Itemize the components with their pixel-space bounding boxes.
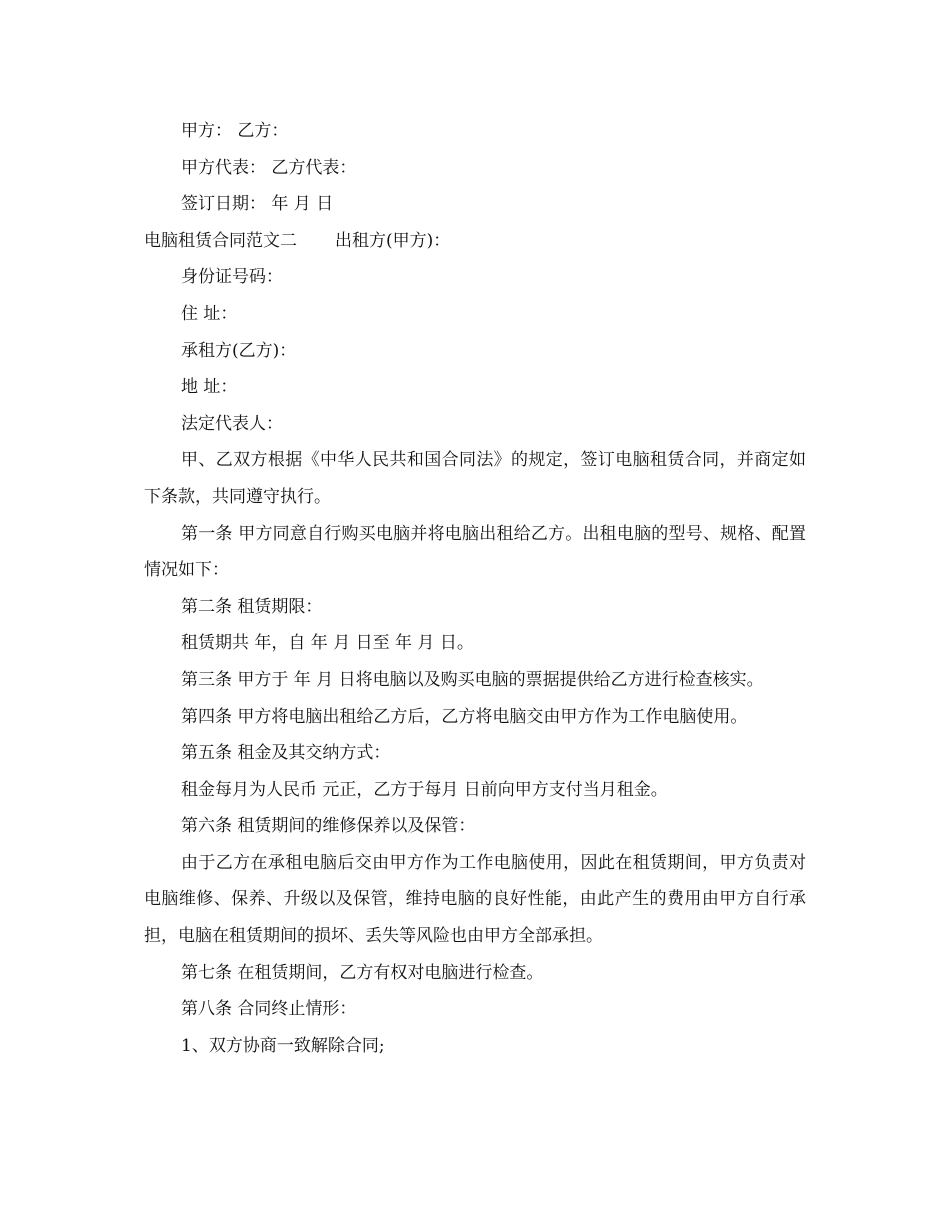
article-1: 第一条 甲方同意自行购买电脑并将电脑出租给乙方。出租电脑的型号、规格、配置情况如下： [144, 523, 806, 581]
article-5-body: 租金每月为人民币 元正，乙方于每月 日前向甲方支付当月租金。 [181, 779, 668, 800]
article-2-body: 租赁期共 年，自 年 月 日至 年 月 日。 [181, 633, 474, 654]
lessor-label: 出租方(甲方)： [335, 230, 451, 251]
representative-line: 甲方代表： 乙方代表： [181, 157, 357, 178]
article-2-title: 第二条 租赁期限： [181, 596, 323, 617]
document-title: 电脑租赁合同范文二 [144, 230, 297, 251]
signing-date-line: 签订日期： 年 月 日 [181, 194, 334, 215]
article-5-title: 第五条 租金及其交纳方式： [181, 743, 391, 764]
article-3: 第三条 甲方于 年 月 日将电脑以及购买电脑的票据提供给乙方进行检查核实。 [181, 669, 764, 690]
title-line [144, 223, 806, 260]
article-8-item-1: 1、双方协商一致解除合同; [181, 1035, 385, 1056]
article-6-body: 由于乙方在承租电脑后交由甲方作为工作电脑使用，因此在租赁期间，甲方负责对电脑维修、保养、升级以及保管，维持电脑的良好性能，由此产生的费用由甲方自行承担，电脑在租赁期间的损坏、丢失等风险也由甲方全部承担。 [144, 852, 806, 947]
article-6-title: 第六条 租赁期间的维修保养以及保管： [181, 816, 476, 837]
legal-representative-line: 法定代表人： [181, 413, 283, 434]
lessee-address-line: 地 址： [181, 377, 238, 398]
party-line: 甲方： 乙方： [181, 121, 289, 141]
article-7: 第七条 在租赁期间，乙方有权对电脑进行检查。 [181, 962, 544, 983]
id-number-line: 身份证号码： [181, 267, 283, 288]
intro-paragraph: 甲、乙双方根据《中华人民共和国合同法》的规定，签订电脑租赁合同，并商定如下条款，共同遵守执行。 [144, 450, 806, 507]
article-4: 第四条 甲方将电脑出租给乙方后，乙方将电脑交由甲方作为工作电脑使用。 [181, 706, 748, 727]
lessee-line: 承租方(乙方)： [181, 340, 297, 361]
document-body [144, 113, 806, 1064]
article-8-title: 第八条 合同终止情形： [181, 999, 357, 1020]
address-line: 住 址： [181, 303, 238, 324]
